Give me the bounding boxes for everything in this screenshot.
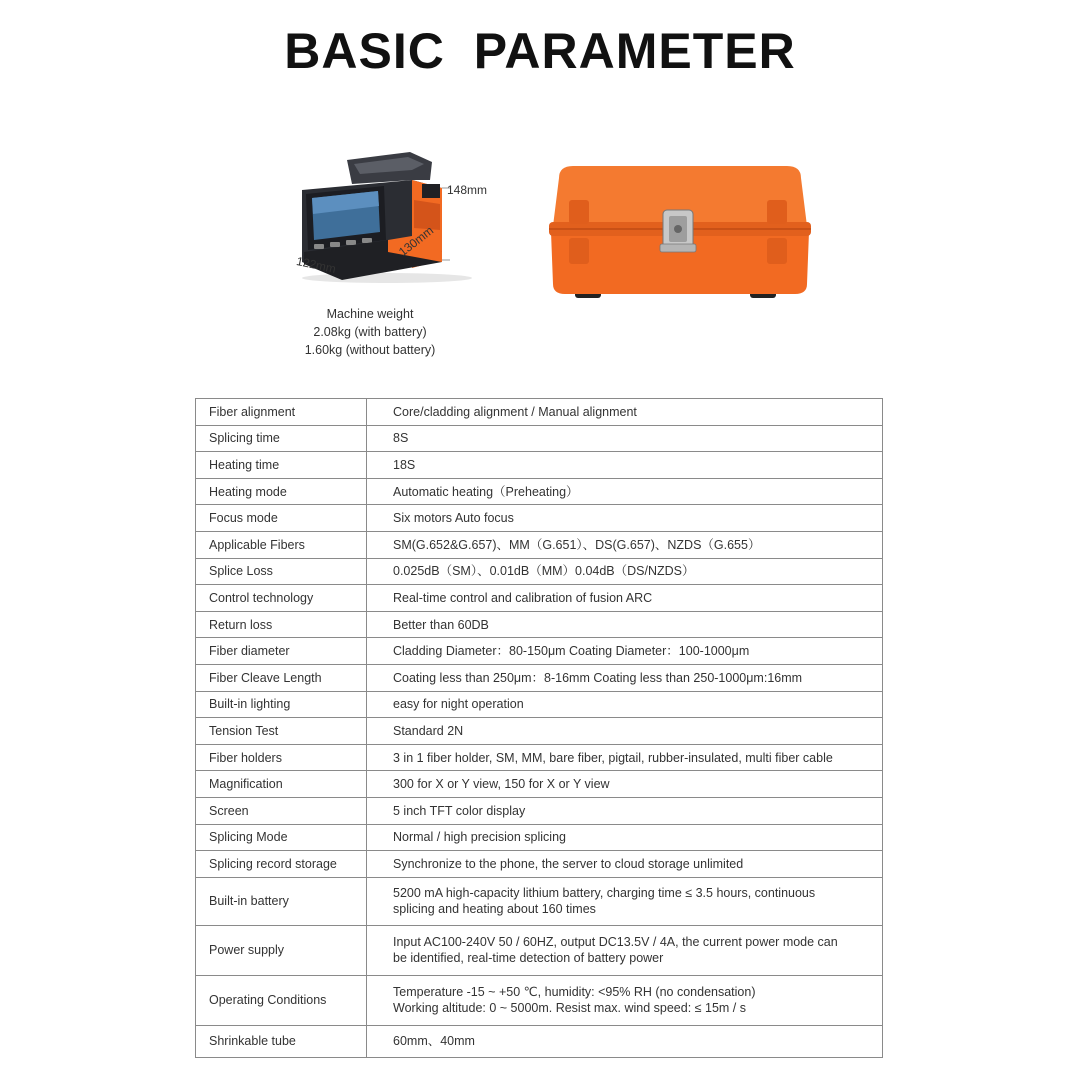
spec-row xyxy=(196,558,883,585)
weight-without-battery: 1.60kg (without battery) xyxy=(304,343,436,357)
spec-row xyxy=(196,638,883,665)
spec-row xyxy=(196,399,883,426)
spec-label: Built-in lighting xyxy=(196,691,367,718)
spec-row xyxy=(196,691,883,718)
spec-label: Heating time xyxy=(196,452,367,479)
spec-label: Tension Test xyxy=(196,718,367,745)
spec-table xyxy=(195,398,883,1058)
spec-value xyxy=(367,664,883,691)
spec-value-line: Real-time control and calibration of fusion ARC xyxy=(393,590,653,605)
spec-value-line: splicing and heating about 160 times xyxy=(393,902,596,917)
height-dimension: 148mm xyxy=(447,183,488,197)
spec-value xyxy=(367,975,883,1025)
spec-row xyxy=(196,505,883,532)
spec-value-line: 0.025dB（SM）、0.01dB（MM）0.04dB（DS/NZDS） xyxy=(393,564,695,579)
spec-row xyxy=(196,851,883,878)
weight-heading: Machine weight xyxy=(326,307,414,321)
spec-label: Built-in battery xyxy=(196,877,367,925)
spec-label: Screen xyxy=(196,797,367,824)
spec-label: Applicable Fibers xyxy=(196,531,367,558)
spec-value-line: Cladding Diameter：80-150μm Coating Diameter：100-1000μm xyxy=(393,644,750,659)
machine-weight xyxy=(270,305,470,359)
spec-label: Fiber alignment xyxy=(196,399,367,426)
spec-value-line: 8S xyxy=(393,431,409,446)
spec-value xyxy=(367,425,883,452)
spec-value xyxy=(367,771,883,798)
spec-value xyxy=(367,824,883,851)
width-dimension: 122mm xyxy=(295,254,338,277)
spec-value xyxy=(367,638,883,665)
spec-value xyxy=(367,1025,883,1057)
spec-label: Operating Conditions xyxy=(196,975,367,1025)
spec-row xyxy=(196,771,883,798)
spec-value-line: easy for night operation xyxy=(393,697,524,712)
spec-row xyxy=(196,585,883,612)
spec-label: Fiber Cleave Length xyxy=(196,664,367,691)
spec-value-line: 5200 mA high-capacity lithium battery, charging time ≤ 3.5 hours, continuous xyxy=(393,886,816,901)
spec-value xyxy=(367,585,883,612)
spec-value-line: be identified, real-time detection of battery power xyxy=(393,951,664,966)
spec-value-line: Better than 60DB xyxy=(393,617,489,632)
spec-row xyxy=(196,478,883,505)
spec-label: Splice Loss xyxy=(196,558,367,585)
spec-value-line: 18S xyxy=(393,457,416,472)
spec-value xyxy=(367,478,883,505)
spec-value-line: Core/cladding alignment / Manual alignment xyxy=(393,404,637,419)
spec-value xyxy=(367,718,883,745)
spec-value xyxy=(367,744,883,771)
spec-row xyxy=(196,718,883,745)
spec-value xyxy=(367,925,883,975)
depth-dimension: 130mm xyxy=(396,223,437,260)
spec-value xyxy=(367,611,883,638)
spec-value xyxy=(367,558,883,585)
spec-value-line: Working altitude: 0 ~ 5000m. Resist max. wind speed: ≤ 15m / s xyxy=(393,1001,746,1016)
spec-value-line: Automatic heating（Preheating） xyxy=(393,484,579,499)
spec-row xyxy=(196,1025,883,1057)
spec-value-line: Synchronize to the phone, the server to cloud storage unlimited xyxy=(393,856,744,871)
spec-row xyxy=(196,425,883,452)
spec-label: Shrinkable tube xyxy=(196,1025,367,1057)
spec-value xyxy=(367,691,883,718)
spec-row xyxy=(196,877,883,925)
spec-value-line: Coating less than 250μm：8-16mm Coating less than 250-1000μm:16mm xyxy=(393,670,803,685)
spec-value xyxy=(367,505,883,532)
spec-row xyxy=(196,824,883,851)
spec-value xyxy=(367,452,883,479)
spec-label: Control technology xyxy=(196,585,367,612)
spec-value-line: 60mm、40mm xyxy=(393,1034,475,1049)
carrying-case-image xyxy=(545,160,815,305)
spec-value xyxy=(367,877,883,925)
spec-row xyxy=(196,925,883,975)
spec-label: Magnification xyxy=(196,771,367,798)
spec-label: Return loss xyxy=(196,611,367,638)
spec-row xyxy=(196,611,883,638)
spec-row xyxy=(196,452,883,479)
spec-value xyxy=(367,851,883,878)
spec-row xyxy=(196,797,883,824)
spec-value-line: Input AC100-240V 50 / 60HZ, output DC13.5V / 4A, the current power mode can xyxy=(393,935,838,950)
spec-value xyxy=(367,797,883,824)
spec-value-line: Six motors Auto focus xyxy=(393,511,514,526)
spec-value-line: 3 in 1 fiber holder, SM, MM, bare fiber, pigtail, rubber-insulated, multi fiber cable xyxy=(393,750,833,765)
spec-label: Splicing Mode xyxy=(196,824,367,851)
spec-value-line: Normal / high precision splicing xyxy=(393,830,566,845)
spec-row xyxy=(196,531,883,558)
spec-label: Heating mode xyxy=(196,478,367,505)
spec-label: Fiber diameter xyxy=(196,638,367,665)
spec-value xyxy=(367,531,883,558)
spec-value-line: Temperature -15 ~ +50 ℃, humidity: <95% RH (no condensation) xyxy=(393,985,756,1000)
spec-value-line: SM(G.652&G.657)、MM（G.651）、DS(G.657)、NZDS（G.655） xyxy=(393,537,761,552)
spec-label: Power supply xyxy=(196,925,367,975)
spec-value-line: 300 for X or Y view, 150 for X or Y view xyxy=(393,777,610,792)
spec-label: Focus mode xyxy=(196,505,367,532)
spec-row xyxy=(196,744,883,771)
spec-value-line: Standard 2N xyxy=(393,723,464,738)
weight-with-battery: 2.08kg (with battery) xyxy=(313,325,427,339)
spec-label: Splicing record storage xyxy=(196,851,367,878)
spec-label: Splicing time xyxy=(196,425,367,452)
spec-label: Fiber holders xyxy=(196,744,367,771)
spec-value xyxy=(367,399,883,426)
spec-row xyxy=(196,975,883,1025)
page-title: BASIC PARAMETER xyxy=(284,23,796,79)
spec-value-line: 5 inch TFT color display xyxy=(393,803,526,818)
spec-row xyxy=(196,664,883,691)
